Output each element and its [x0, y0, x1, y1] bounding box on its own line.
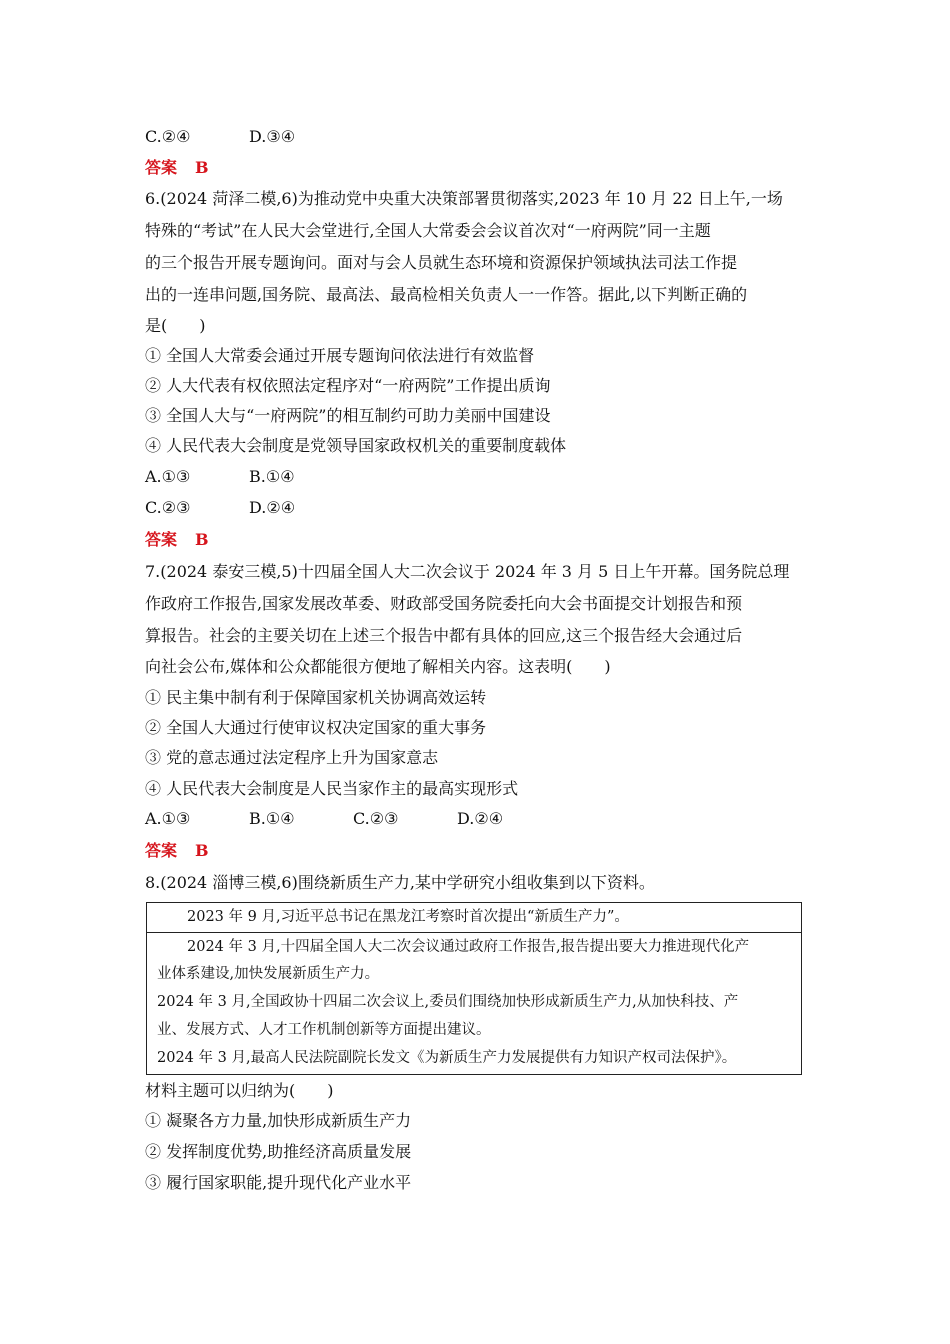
answer-label: 答案 — [145, 841, 178, 860]
answer-value: B — [195, 841, 209, 860]
material-line: 业体系建设,加快发展新质生产力。 — [157, 966, 380, 982]
q5-options-row — [145, 126, 295, 148]
material-box — [146, 902, 802, 1075]
option-d: D.②④ — [249, 498, 296, 517]
q7-answer — [145, 840, 209, 862]
q5-answer — [145, 157, 209, 179]
material-line: 2024 年 3 月,全国政协十四届二次会议上,委员们围绕加快形成新质生产力,从加快科技、产 — [157, 994, 739, 1010]
q6-stem-line: 的三个报告开展专题询问。面对与会人员就生态环境和资源保护领域执法司法工作提 — [145, 253, 738, 272]
option-c: C.②③ — [353, 809, 399, 828]
q6-stem-line: 6.(2024 菏泽二模,6)为推动党中央重大决策部署贯彻落实,2023 年 10 月 22 日上午,一场 — [145, 189, 783, 208]
q8-statement: ① 凝聚各方力量,加快形成新质生产力 — [145, 1111, 412, 1130]
answer-label: 答案 — [145, 530, 178, 549]
q6-stem-line: 特殊的“考试”在人民大会堂进行,全国人大常委会会议首次对“一府两院”同一主题 — [145, 221, 711, 240]
q7-statement: ② 全国人大通过行使审议权决定国家的重大事务 — [145, 718, 487, 737]
q8-stem: 8.(2024 淄博三模,6)围绕新质生产力,某中学研究小组收集到以下资料。 — [145, 873, 655, 892]
q6-options-row-1 — [145, 466, 295, 488]
material-line: 2024 年 3 月,最高人民法院副院长发文《为新质生产力发展提供有力知识产权司法保护》。 — [157, 1050, 737, 1066]
q7-statement: ④ 人民代表大会制度是人民当家作主的最高实现形式 — [145, 779, 519, 798]
q7-statement: ① 民主集中制有利于保障国家机关协调高效运转 — [145, 688, 487, 707]
option-d: D.②④ — [457, 809, 504, 828]
q6-stem-line: 是( ) — [145, 316, 206, 335]
q7-statement: ③ 党的意志通过法定程序上升为国家意志 — [145, 748, 439, 767]
option-b: B.①④ — [249, 809, 295, 828]
q6-statement: ④ 人民代表大会制度是党领导国家政权机关的重要制度载体 — [145, 436, 567, 455]
answer-value: B — [195, 158, 209, 177]
option-c: C.②④ — [145, 127, 191, 146]
q6-options-row-2 — [145, 497, 295, 519]
option-c: C.②③ — [145, 498, 191, 517]
box-divider — [147, 932, 801, 933]
q7-stem-line: 7.(2024 泰安三模,5)十四届全国人大二次会议于 2024 年 3 月 5 日上午开幕。国务院总理 — [145, 562, 790, 581]
q8-question: 材料主题可以归纳为( ) — [145, 1081, 334, 1100]
q6-statement: ② 人大代表有权依照法定程序对“一府两院”工作提出质询 — [145, 376, 551, 395]
q7-stem-line: 算报告。社会的主要关切在上述三个报告中都有具体的回应,这三个报告经大会通过后 — [145, 626, 743, 645]
answer-label: 答案 — [145, 158, 178, 177]
q7-options-row — [145, 808, 503, 830]
option-a: A.①③ — [145, 809, 191, 828]
q6-statement: ① 全国人大常委会通过开展专题询问依法进行有效监督 — [145, 346, 535, 365]
q6-stem-line: 出的一连串问题,国务院、最高法、最高检相关负责人一一作答。据此,以下判断正确的 — [145, 285, 748, 304]
q7-stem-line: 作政府工作报告,国家发展改革委、财政部受国务院委托向大会书面提交计划报告和预 — [145, 594, 743, 613]
q6-answer — [145, 529, 209, 551]
material-line: 2023 年 9 月,习近平总书记在黑龙江考察时首次提出“新质生产力”。 — [187, 909, 629, 925]
option-b: B.①④ — [249, 467, 295, 486]
material-line: 业、发展方式、人才工作机制创新等方面提出建议。 — [157, 1022, 491, 1038]
option-a: A.①③ — [145, 467, 191, 486]
material-line: 2024 年 3 月,十四届全国人大二次会议通过政府工作报告,报告提出要大力推进现代化产 — [187, 939, 750, 955]
answer-value: B — [195, 530, 209, 549]
q6-statement: ③ 全国人大与“一府两院”的相互制约可助力美丽中国建设 — [145, 406, 551, 425]
q8-statement: ② 发挥制度优势,助推经济高质量发展 — [145, 1142, 412, 1161]
q8-statement: ③ 履行国家职能,提升现代化产业水平 — [145, 1173, 412, 1192]
option-d: D.③④ — [249, 127, 296, 146]
q7-stem-line: 向社会公布,媒体和公众都能很方便地了解相关内容。这表明( ) — [145, 657, 611, 676]
